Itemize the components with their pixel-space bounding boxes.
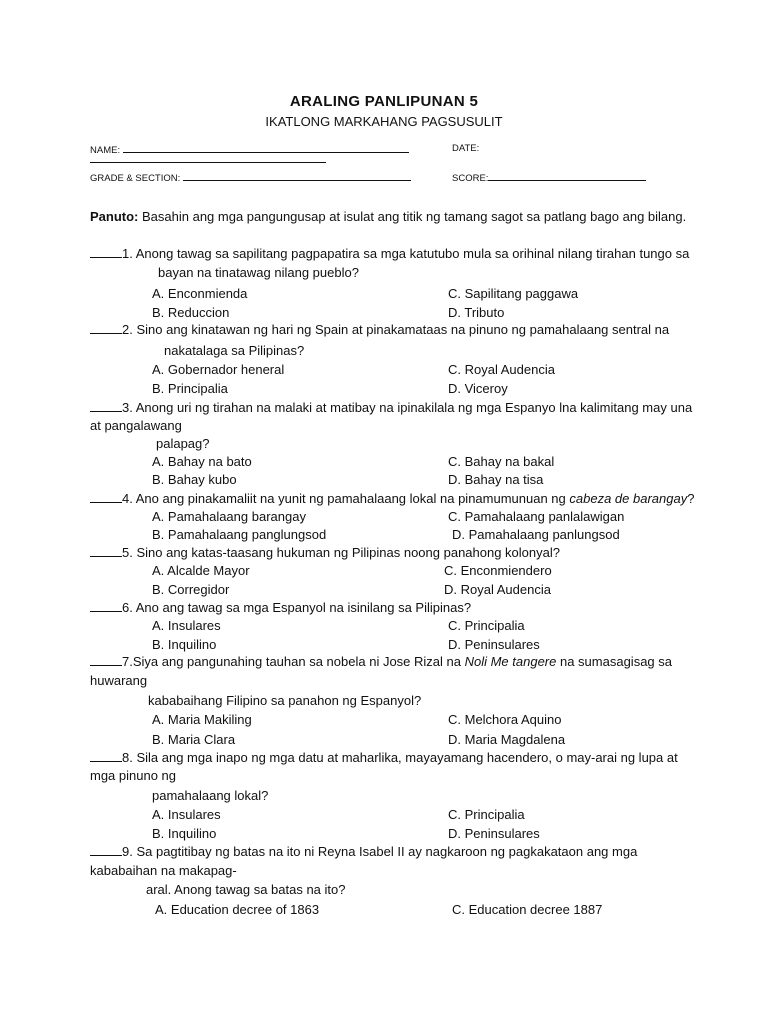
- question-continuation: at pangalawang: [90, 418, 182, 433]
- question-4: [90, 491, 694, 507]
- option-a: A. Pamahalaang barangay: [152, 509, 306, 524]
- italic-term: cabeza de barangay: [569, 491, 688, 506]
- option-d: D. Bahay na tisa: [448, 472, 544, 487]
- answer-blank-7[interactable]: [90, 654, 122, 666]
- question-text: 4. Ano ang pinakamaliit na yunit ng pamahalaang lokal na pinamumunuan ng: [122, 491, 570, 506]
- date-label: DATE:: [452, 143, 480, 154]
- option-c: C. Pamahalaang panlalawigan: [448, 509, 625, 524]
- question-1: [90, 246, 689, 262]
- grade-section-line: [183, 171, 411, 181]
- instructions-text: Basahin ang mga pangungusap at isulat ang titik ng tamang sagot sa patlang bago ang bilang.: [138, 209, 687, 224]
- date-field[interactable]: [452, 143, 479, 154]
- question-8: [90, 750, 678, 766]
- grade-section-label: GRADE & SECTION:: [90, 173, 181, 184]
- name-line-2: [90, 153, 326, 163]
- option-d: D. Maria Magdalena: [448, 732, 566, 747]
- question-text: 9. Sa pagtitibay ng batas na ito ni Reyna Isabel II ay nagkaroon ng pagkakataon ang mga: [122, 844, 638, 859]
- option-b: B. Principalia: [152, 381, 228, 396]
- italic-title: Noli Me tangere: [464, 654, 557, 669]
- answer-blank-6[interactable]: [90, 600, 122, 612]
- name-field-continuation: [90, 153, 326, 166]
- option-b: B. Inquilino: [152, 637, 217, 652]
- name-label: NAME:: [90, 145, 121, 156]
- answer-blank-5[interactable]: [90, 545, 122, 557]
- question-continuation: huwarang: [90, 673, 148, 688]
- option-b: B. Reduccion: [152, 305, 230, 320]
- answer-blank-1[interactable]: [90, 246, 122, 258]
- question-text-end: ?: [687, 491, 695, 506]
- option-a: A. Insulares: [152, 807, 221, 822]
- exam-subtitle: IKATLONG MARKAHANG PAGSUSULIT: [265, 114, 503, 129]
- question-text: 5. Sino ang katas-taasang hukuman ng Pilipinas noong panahong kolonyal?: [122, 545, 560, 560]
- option-c: C. Royal Audencia: [448, 362, 555, 377]
- question-continuation: pamahalaang lokal?: [152, 788, 269, 803]
- answer-blank-2[interactable]: [90, 322, 122, 334]
- question-continuation: palapag?: [156, 436, 210, 451]
- option-a: A. Education decree of 1863: [155, 902, 320, 917]
- option-c: C. Enconmiendero: [444, 563, 552, 578]
- option-d: D. Pamahalaang panlungsod: [452, 527, 620, 542]
- score-label: SCORE:: [452, 173, 489, 184]
- option-c: C. Principalia: [448, 618, 525, 633]
- question-9: [90, 844, 637, 860]
- answer-blank-8[interactable]: [90, 750, 122, 762]
- option-b: B. Corregidor: [152, 582, 230, 597]
- option-d: D. Viceroy: [448, 381, 508, 396]
- option-a: A. Alcalde Mayor: [152, 563, 250, 578]
- answer-blank-9[interactable]: [90, 844, 122, 856]
- option-c: C. Education decree 1887: [452, 902, 603, 917]
- question-continuation: aral. Anong tawag sa batas na ito?: [146, 882, 346, 897]
- question-continuation: kababaihang Filipino sa panahon ng Espanyol?: [148, 693, 422, 708]
- answer-blank-3[interactable]: [90, 400, 122, 412]
- score-line: [488, 171, 646, 181]
- question-text: 8. Sila ang mga inapo ng mga datu at maharlika, mayayamang hacendero, o may-arai ng lupa at: [122, 750, 678, 765]
- option-d: D. Royal Audencia: [444, 582, 551, 597]
- option-b: B. Inquilino: [152, 826, 217, 841]
- question-continuation: kababaihan na makapag-: [90, 863, 237, 878]
- instructions-label: Panuto:: [90, 209, 139, 224]
- answer-blank-4[interactable]: [90, 491, 122, 503]
- option-c: C. Principalia: [448, 807, 525, 822]
- question-text: 1. Anong tawag sa sapilitang pagpapatira sa mga katutubo mula sa orihinal nilang tirahan tungo sa: [122, 246, 690, 261]
- score-field[interactable]: [452, 171, 646, 184]
- question-text: 6. Ano ang tawag sa mga Espanyol na isinilang sa Pilipinas?: [122, 600, 472, 615]
- question-5: [90, 545, 560, 561]
- option-b: B. Bahay kubo: [152, 472, 237, 487]
- question-text: 3. Anong uri ng tirahan na malaki at matibay na ipinakilala ng mga Espanyo lna kalimitang may una: [122, 400, 693, 415]
- option-b: B. Maria Clara: [152, 732, 236, 747]
- option-a: A. Bahay na bato: [152, 454, 252, 469]
- option-c: C. Sapilitang paggawa: [448, 286, 579, 301]
- option-b: B. Pamahalaang panglungsod: [152, 527, 327, 542]
- question-6: [90, 600, 471, 616]
- question-continuation: nakatalaga sa Pilipinas?: [164, 343, 305, 358]
- option-d: D. Tributo: [448, 305, 505, 320]
- question-text: 7.Siya ang pangunahing tauhan sa nobela ni Jose Rizal na: [122, 654, 465, 669]
- grade-section-field[interactable]: [90, 171, 411, 184]
- instructions: [90, 209, 686, 224]
- option-c: C. Melchora Aquino: [448, 712, 562, 727]
- question-text: 2. Sino ang kinatawan ng hari ng Spain at pinakamataas na pinuno ng pamahalaang sentral na: [122, 322, 670, 337]
- question-continuation: mga pinuno ng: [90, 768, 177, 783]
- question-3: [90, 400, 692, 416]
- question-continuation: bayan na tinatawag nilang pueblo?: [158, 265, 359, 280]
- option-d: D. Peninsulares: [448, 826, 540, 841]
- name-line: [123, 143, 409, 153]
- option-c: C. Bahay na bakal: [448, 454, 555, 469]
- question-text-end: na sumasagisag sa: [556, 654, 672, 669]
- option-a: A. Maria Makiling: [152, 712, 252, 727]
- option-a: A. Gobernador heneral: [152, 362, 285, 377]
- option-a: A. Enconmienda: [152, 286, 248, 301]
- option-d: D. Peninsulares: [448, 637, 540, 652]
- question-2: [90, 322, 669, 338]
- option-a: A. Insulares: [152, 618, 221, 633]
- exam-title: ARALING PANLIPUNAN 5: [289, 93, 479, 110]
- question-7: [90, 654, 672, 670]
